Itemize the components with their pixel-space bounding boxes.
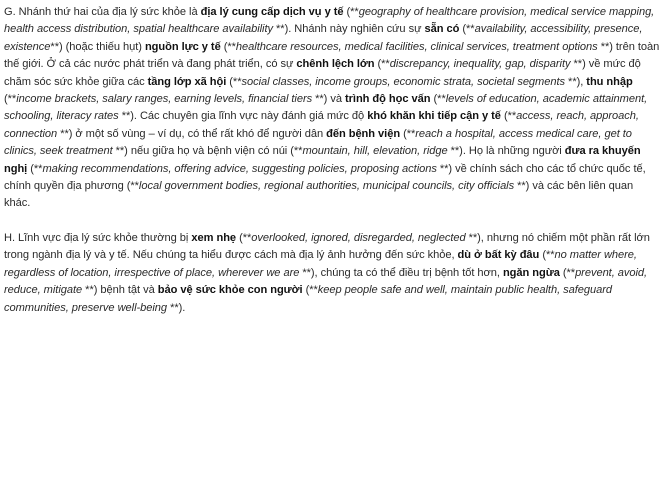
text-run: (** xyxy=(500,110,517,123)
bold-term: ngăn ngừa xyxy=(502,266,560,279)
text-run: H. Lĩnh vực địa lý sức khỏe thường bị xyxy=(4,231,192,244)
english-gloss: mountain, hill, elevation, ridge xyxy=(302,145,448,158)
english-gloss: making recommendations, offering advice, suggesting policies, proposing actions xyxy=(42,162,437,175)
english-gloss: no matter where, regardless of location, irrespective of place, wherever we are xyxy=(4,249,637,279)
text-run: **) về mức độ chăm sóc sức khỏe giữa các xyxy=(4,58,641,88)
text-run: (** xyxy=(343,6,359,18)
text-run: **) trên toàn thế giới. Ở cả các nước phát triển và đang phát triển, có sự xyxy=(4,40,660,71)
text-run: (** xyxy=(539,249,555,262)
bold-term: bảo vệ sức khỏe con người xyxy=(157,284,303,297)
bold-term: nguồn lực y tế xyxy=(144,40,221,53)
text-run: (** xyxy=(27,162,43,175)
paragraph-g xyxy=(4,4,661,213)
paragraph-h xyxy=(4,230,661,317)
text-run: **). Nhánh này nghiên cứu sự xyxy=(273,23,425,36)
bold-term: thu nhập xyxy=(586,75,633,88)
english-gloss: keep people safe and well, maintain public health, safeguard communities, preserve well-being xyxy=(4,284,613,314)
text-run: **). Các chuyên gia lĩnh vực này đánh giá mức độ xyxy=(118,110,368,123)
text-run: **) ở một số vùng – ví dụ, có thể rất khó để người dân xyxy=(57,127,327,140)
text-run: (** xyxy=(559,266,576,279)
english-gloss: healthcare resources, medical facilities, clinical services, treatment options xyxy=(235,40,598,53)
english-gloss: income brackets, salary ranges, earning levels, financial tiers xyxy=(16,93,313,106)
text-run: **). xyxy=(167,301,186,314)
bold-term: địa lý cung cấp dịch vụ y tế xyxy=(200,6,344,18)
bold-term: đến bệnh viện xyxy=(326,127,401,140)
english-gloss: local government bodies, regional authorities, municipal councils, city officials xyxy=(138,180,515,193)
text-run: (** xyxy=(430,93,446,106)
text-run: **) bệnh tật và xyxy=(82,284,158,297)
text-run: **) (hoặc thiếu hụt) xyxy=(50,40,145,53)
text-run: **), nhưng nó chiếm một phần rất lớn trong ngành địa lý và y tế. Nếu chúng ta hiểu được cách mà địa lý ảnh hưởng đến sức khỏe, xyxy=(4,231,650,262)
english-gloss: overlooked, ignored, disregarded, neglected xyxy=(251,231,466,244)
english-gloss: access, reach, approach, connection xyxy=(4,110,639,140)
bold-term: khó khăn khi tiếp cận y tế xyxy=(367,110,501,123)
text-run: **) nếu giữa họ và bệnh viện có núi (** xyxy=(112,145,303,158)
english-gloss: discrepancy, inequality, gap, disparity xyxy=(389,58,571,71)
text-run: (** xyxy=(400,127,416,140)
text-run: **). Họ là những người xyxy=(447,145,565,158)
text-run: **), xyxy=(565,75,587,88)
bold-term: chênh lệch lớn xyxy=(296,58,375,71)
text-run: (** xyxy=(459,23,475,36)
text-run: **) và xyxy=(312,93,345,106)
text-run: **), chúng ta có thể điều trị bệnh tốt hơn, xyxy=(299,266,503,279)
english-gloss: levels of education, academic attainment, schooling, literacy rates xyxy=(4,93,648,123)
bold-term: dù ở bất kỳ đâu xyxy=(457,249,540,262)
english-gloss: prevent, avoid, reduce, mitigate xyxy=(4,266,648,297)
text-run: (** xyxy=(302,284,318,297)
bold-term: đưa ra khuyến nghị xyxy=(4,145,641,175)
english-gloss: geography of healthcare provision, medical service mapping, health access distribution, spatial healthcare availability xyxy=(4,6,655,36)
text-run: (** xyxy=(220,40,236,53)
text-run: (** xyxy=(226,75,242,88)
bold-term: trình độ học vấn xyxy=(345,93,431,106)
english-gloss: availability, accessibility, presence, existence xyxy=(4,23,643,53)
text-run: (** xyxy=(374,58,390,71)
english-gloss: social classes, income groups, economic strata, societal segments xyxy=(241,75,566,88)
bold-term: sẵn có xyxy=(424,23,460,36)
english-gloss: reach a hospital, access medical care, get to clinics, seek treatment xyxy=(4,127,632,158)
text-run: G. Nhánh thứ hai của địa lý sức khỏe là xyxy=(4,6,201,18)
text-run: **) và các bên liên quan khác. xyxy=(4,180,634,210)
text-run: (** xyxy=(236,231,252,244)
bold-term: tầng lớp xã hội xyxy=(147,75,227,88)
text-run: (** xyxy=(4,93,17,106)
bold-term: xem nhẹ xyxy=(191,231,237,244)
text-run: **) về chính sách cho các tổ chức quốc tế, chính quyền địa phương (** xyxy=(4,162,646,193)
